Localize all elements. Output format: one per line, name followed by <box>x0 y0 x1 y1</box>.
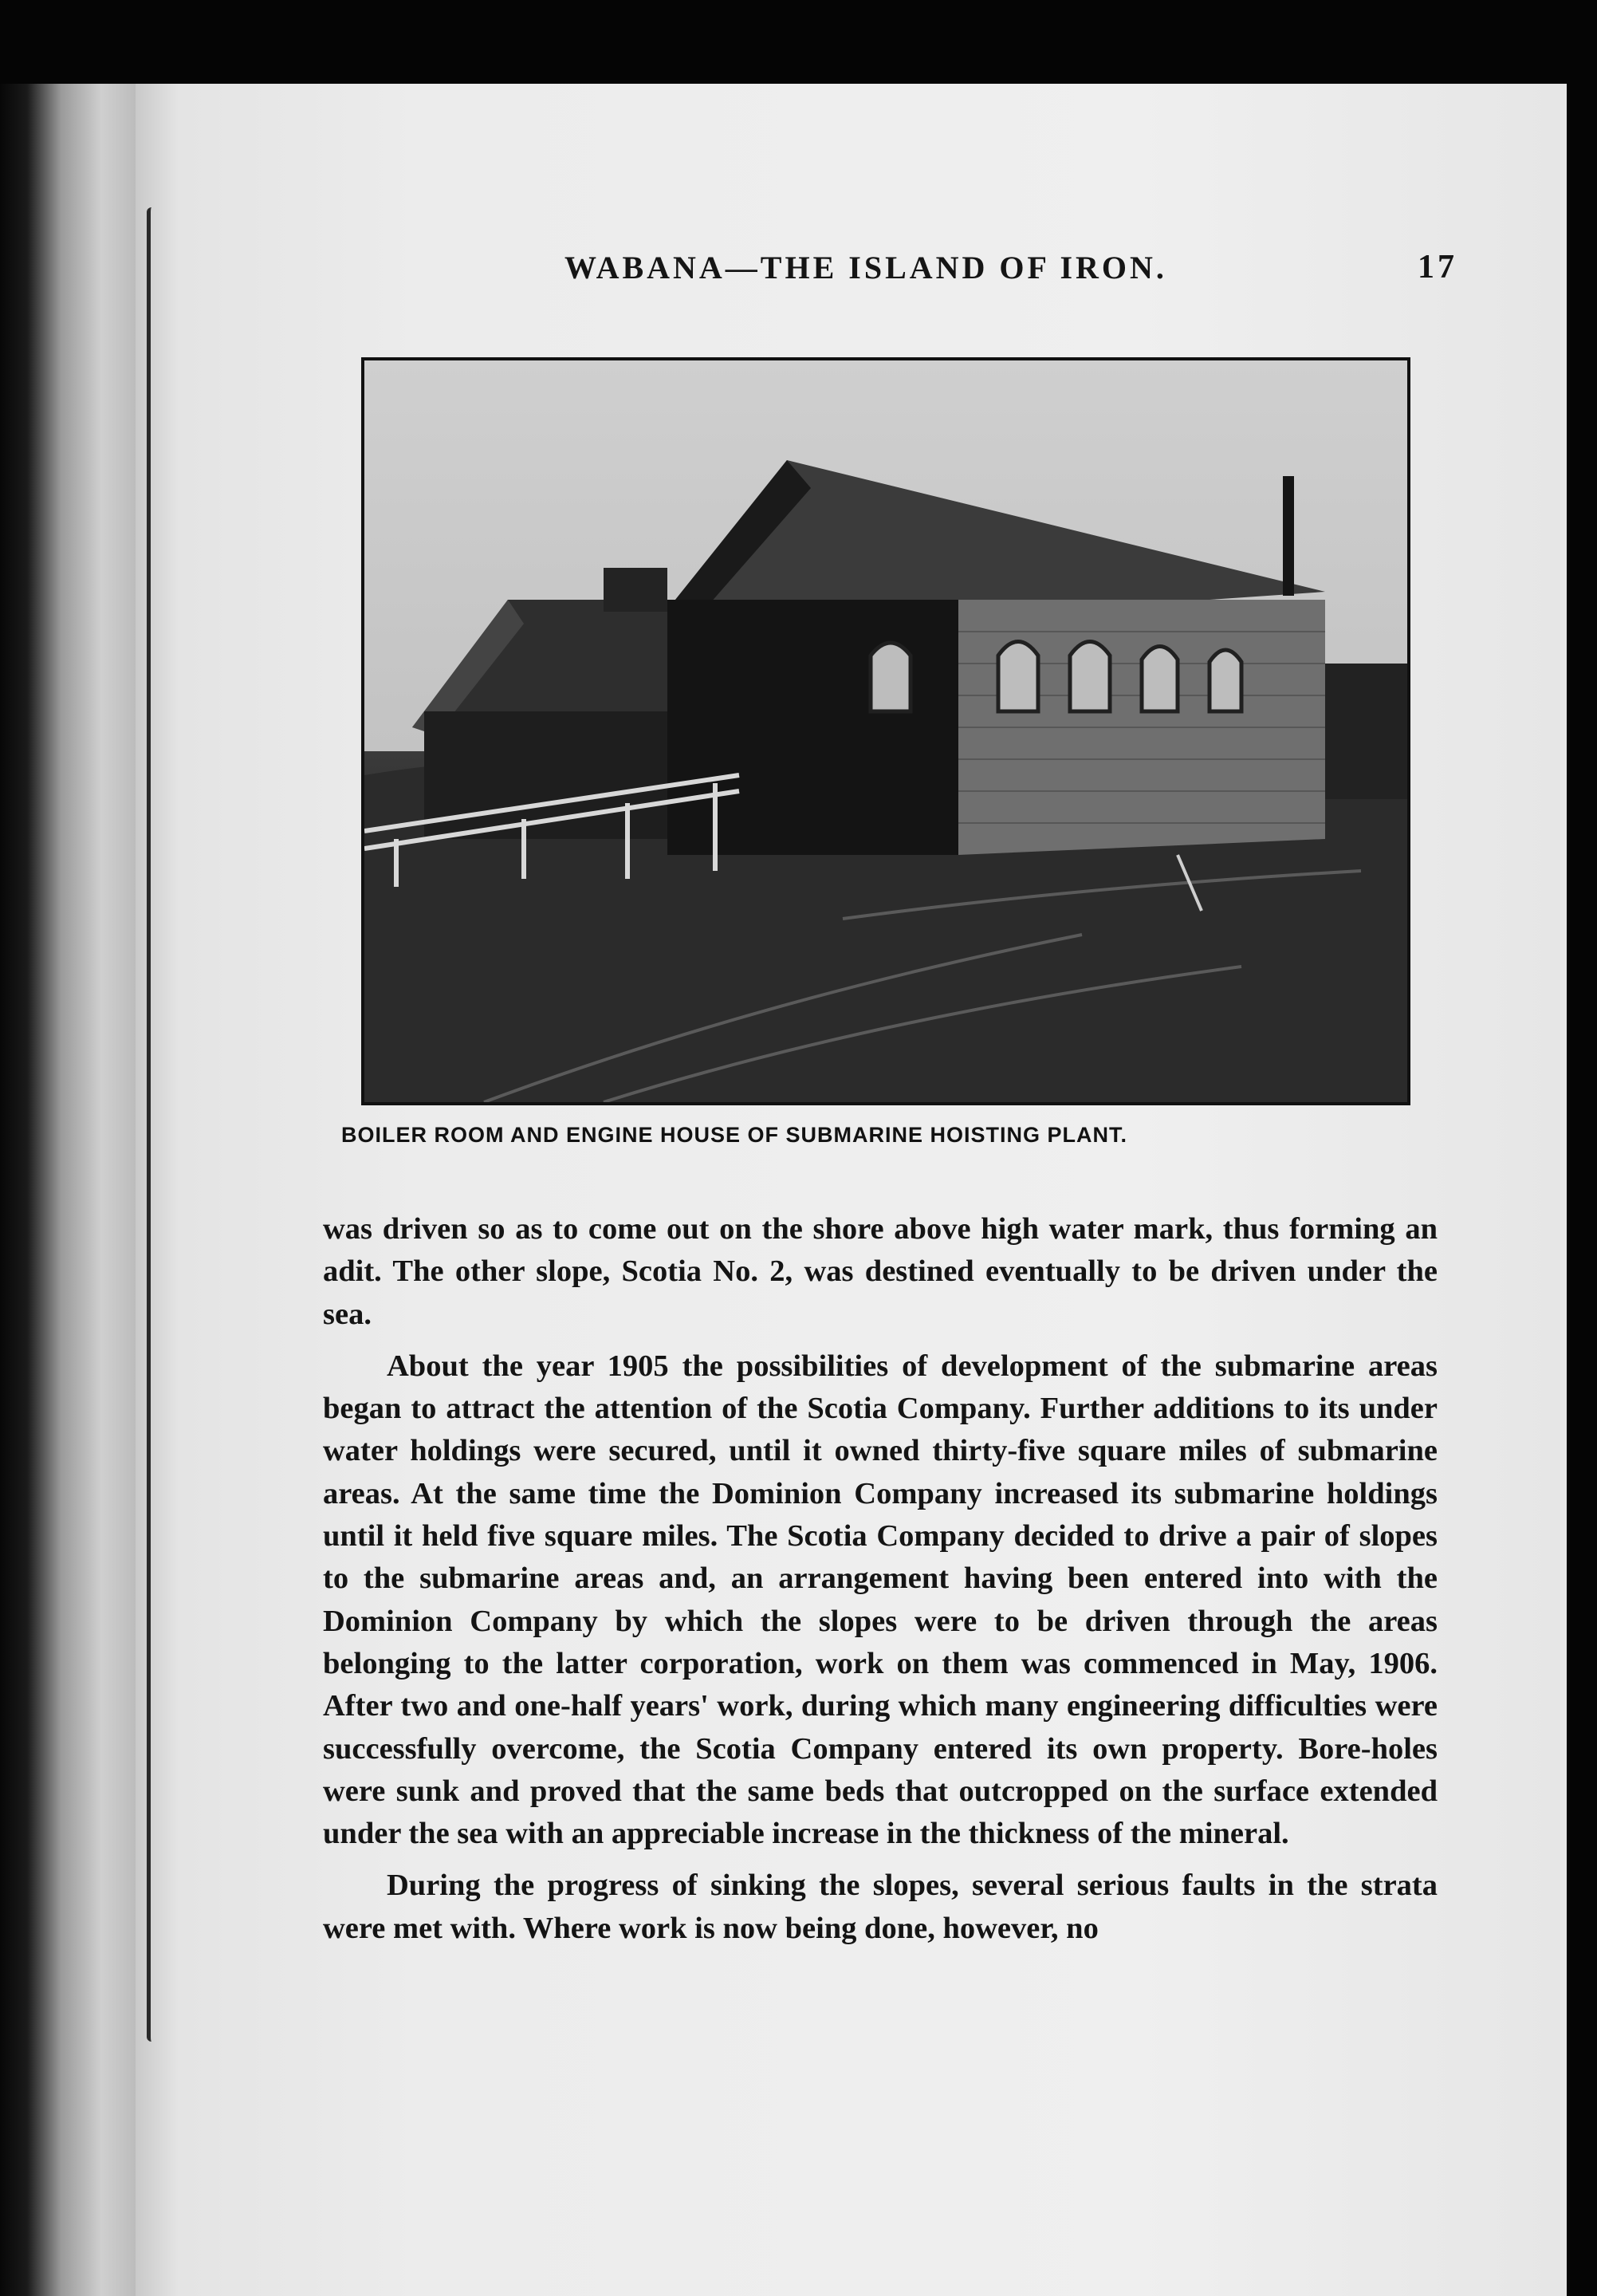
running-title: WABANA—THE ISLAND OF IRON. <box>564 249 1167 286</box>
page-number: 17 <box>1418 249 1457 286</box>
body-text <box>323 1208 1438 1950</box>
boiler-room-photograph <box>361 357 1410 1105</box>
photo-illustration <box>364 360 1407 1102</box>
binding-thread <box>147 207 160 2042</box>
paragraph: About the year 1905 the possibilities of development of the submarine areas began to attract the attention of the Scotia Company. Further additions to its under water holdings were secured, until it owned thirty-five square miles of submarine areas. At the same time the Dominion Company increased its submarine holdings until it held five square miles. The Scotia Company decided to drive a pair of slopes to the submarine areas and, an arrangement having been entered into with the Dominion Company by which the slopes were to be driven through the areas belonging to the latter corporation, work on them was commenced in May, 1906. After two and one-half years' work, during which many engineering difficulties were successfully overcome, the Scotia Company entered its own property. Bore-holes were sunk and proved that the same beds that outcropped on the surface extended under the sea with an appreciable increase in the thickness of the mineral. <box>323 1349 1438 1851</box>
page-header <box>564 243 1457 291</box>
figure-caption: BOILER ROOM AND ENGINE HOUSE OF SUBMARINE HOISTING PLANT. <box>341 1123 1128 1147</box>
paragraph: was driven so as to come out on the shore above high water mark, thus forming an adit. The other slope, Scotia No. 2, was destined eventually to be driven under the sea. <box>323 1212 1438 1331</box>
scan-left-margin <box>0 84 136 2296</box>
paragraph: During the progress of sinking the slopes, several serious faults in the strata were met with. Where work is now being done, however, no <box>323 1869 1438 1945</box>
